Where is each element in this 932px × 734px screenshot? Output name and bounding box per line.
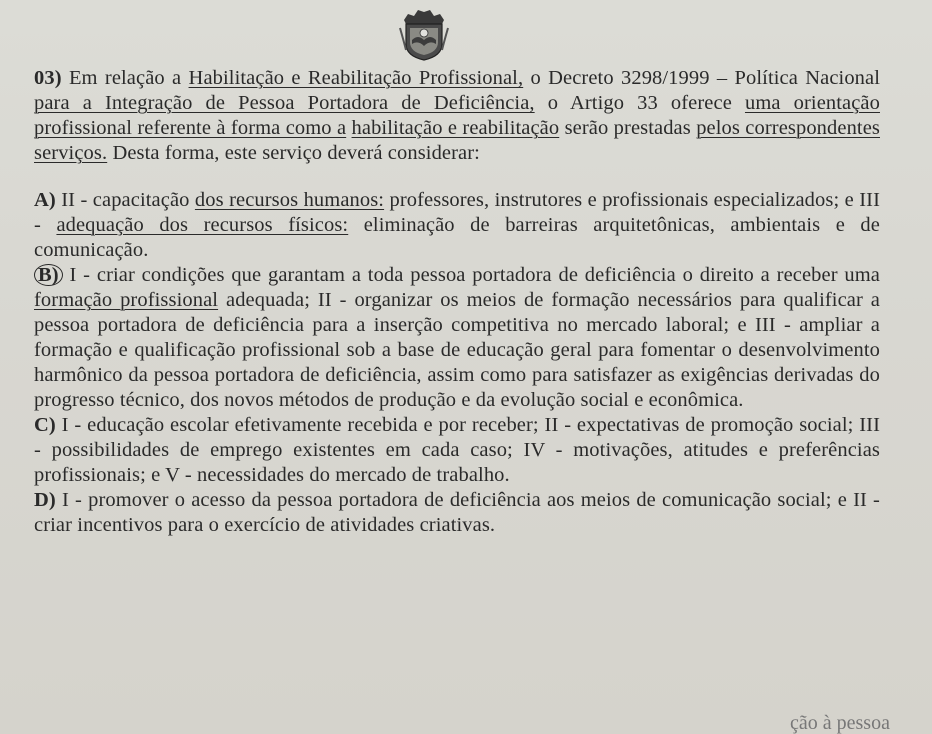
question-intro-2: o Decreto 3298/1999 – Política Nacional: [530, 67, 881, 89]
option-a-underline-1: dos recursos humanos:: [194, 189, 385, 211]
question-services: pelos correspondentes serviços.: [34, 117, 880, 164]
option-c-text-1: I - educação escolar efetivamente recebida e por receber; II - expectativas de promoção social; III - possibilidades de emprego existentes em cada caso; IV - motivações, atitudes e preferências profissionais; e V - necessidades do mercado de trabalho.: [34, 414, 880, 486]
question-intro-4: serão prestadas: [564, 117, 691, 139]
option-b-text-2: adequada; II - organizar os meios de formação necessários para qualificar a pessoa portadora de deficiência para a inserção competitiva no mercado laboral; e III - ampliar a formação e qualificação profissional sob a base de educação geral para fomentar o desenvolvimento harmônico da pessoa portadora de deficiência, assim como para satisfazer as exigências derivadas do progresso técnico, dos novos métodos de produção e da evolução social e econômica.: [34, 289, 881, 411]
option-d-letter: D): [34, 489, 56, 511]
option-c-letter: C): [34, 414, 56, 436]
option-a-text-2: professores, instrutores e profissionais especializados; e III -: [34, 189, 881, 236]
question-number: 03): [34, 67, 62, 89]
option-b-text-1: I - criar condições que garantam a toda pessoa portadora de deficiência o direito a receber uma: [69, 264, 880, 286]
question-intro-3: o Artigo 33 oferece: [547, 92, 732, 114]
option-a-text-3: eliminação de barreiras arquitetônicas, ambientais e de comunicação.: [34, 214, 880, 261]
option-b[interactable]: [34, 263, 880, 413]
question-policy: para a Integração de Pessoa Portadora de Deficiência,: [34, 92, 535, 114]
option-d-text-1: I - promover o acesso da pessoa portadora de deficiência aos meios de comunicação social; e II - criar incentivos para o exercício de atividades criativas.: [34, 489, 880, 536]
question-orientation: uma orientação profissional referente à forma como a: [34, 92, 880, 139]
question-habilitation: habilitação e reabilitação: [351, 117, 560, 139]
question-topic: Habilitação e Reabilitação Profissional,: [188, 67, 524, 89]
option-a-underline-2: adequação dos recursos físicos:: [56, 214, 349, 236]
option-a-letter: A): [34, 189, 56, 211]
option-d[interactable]: [34, 488, 880, 538]
option-a-text-1: II - capacitação: [61, 189, 190, 211]
footer-text-fragment: ção à pessoa: [790, 712, 890, 734]
question-block: [34, 66, 880, 538]
option-c[interactable]: [34, 413, 880, 488]
option-a[interactable]: [34, 188, 880, 263]
question-intro-1: Em relação a: [68, 67, 182, 89]
question-intro-5: Desta forma, este serviço deverá considerar:: [112, 142, 480, 164]
option-b-underline-1: formação profissional: [34, 289, 219, 311]
option-b-letter-circled: B): [34, 264, 63, 286]
coat-of-arms-icon: [398, 6, 450, 62]
question-stem: [34, 66, 880, 166]
